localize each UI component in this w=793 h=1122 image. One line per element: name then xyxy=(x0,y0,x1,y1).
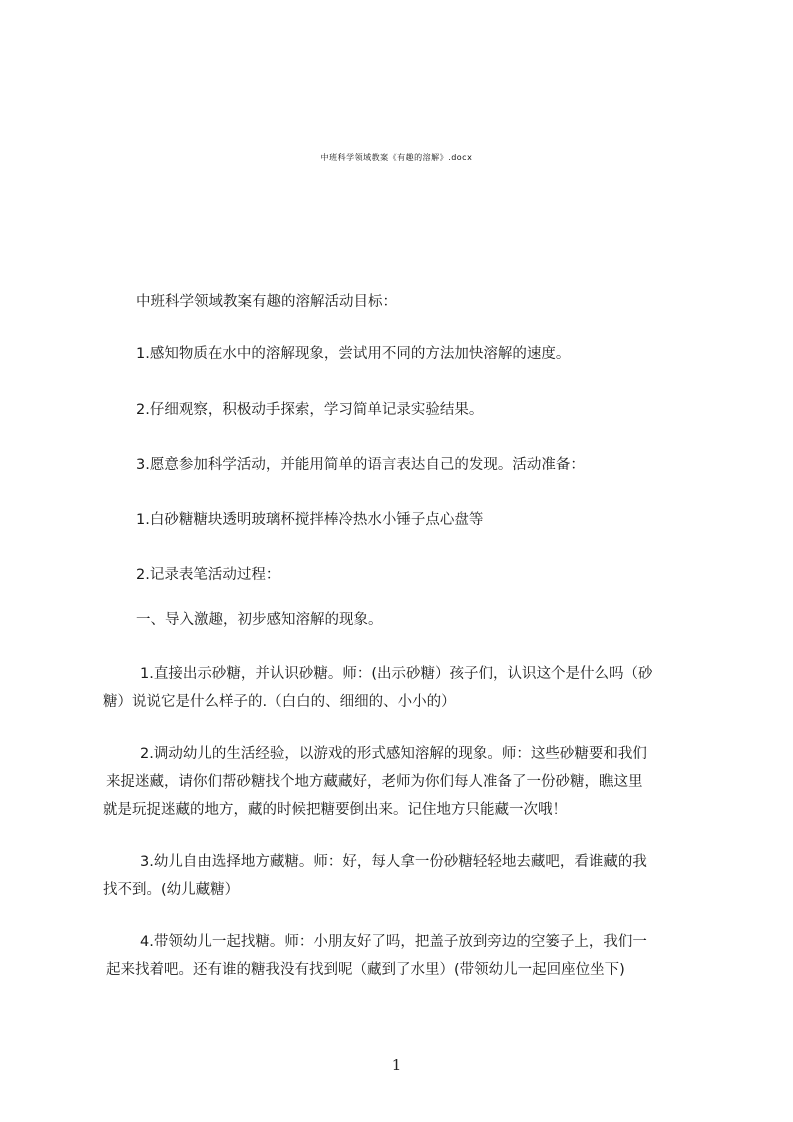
paragraph-goal-3: 3.愿意参加科学活动，并能用简单的语言表达自己的发现。活动准备： xyxy=(136,457,585,473)
paragraph-prep-2: 2.记录表笔活动过程： xyxy=(136,567,281,583)
paragraph-step-1-line-1: 1.直接出示砂糖，并认识砂糖。师：(出示砂糖）孩子们，认识这个是什么吗（砂 xyxy=(140,666,653,682)
paragraph-step-2-line-2: 来捉迷藏，请你们帮砂糖找个地方藏藏好，老师为你们每人准备了一份砂糖，瞧这里 xyxy=(106,774,643,790)
paragraph-goal-1: 1.感知物质在水中的溶解现象，尝试用不同的方法加快溶解的速度。 xyxy=(136,346,571,362)
paragraph-step-4-line-1: 4.带领幼儿一起找糖。师：小朋友好了吗，把盖子放到旁边的空篓子上，我们一 xyxy=(140,934,647,950)
paragraph-prep-1: 1.白砂糖糖块透明玻璃杯搅拌棒冷热水小锤子点心盘等 xyxy=(136,512,484,528)
paragraph-goal-2: 2.仔细观察，积极动手探索，学习简单记录实验结果。 xyxy=(136,402,484,418)
paragraph-objectives-heading: 中班科学领域教案有趣的溶解活动目标： xyxy=(136,294,397,310)
paragraph-step-3-line-1: 3.幼儿自由选择地方藏糖。师：好，每人拿一份砂糖轻轻地去藏吧，看谁藏的我 xyxy=(140,854,647,870)
document-title: 中班科学领域教案《有趣的溶解》.docx xyxy=(320,153,473,162)
section-heading-intro: 一、导入激趣，初步感知溶解的现象。 xyxy=(136,612,383,628)
paragraph-step-2-line-3: 就是玩捉迷藏的地方，藏的时候把糖要倒出来。记住地方只能藏一次哦！ xyxy=(103,802,567,818)
paragraph-step-3-line-2: 找不到。(幼儿藏糖） xyxy=(103,882,240,898)
page-number: 1 xyxy=(391,1056,402,1074)
paragraph-step-2-line-1: 2.调动幼儿的生活经验，以游戏的形式感知溶解的现象。师：这些砂糖要和我们 xyxy=(140,746,647,762)
paragraph-step-1-line-2: 糖）说说它是什么样子的.（白白的、细细的、小小的） xyxy=(103,694,456,710)
paragraph-step-4-line-2: 起来找着吧。还有谁的糖我没有找到呢（藏到了水里）(带领幼儿一起回座位坐下) xyxy=(106,962,625,978)
